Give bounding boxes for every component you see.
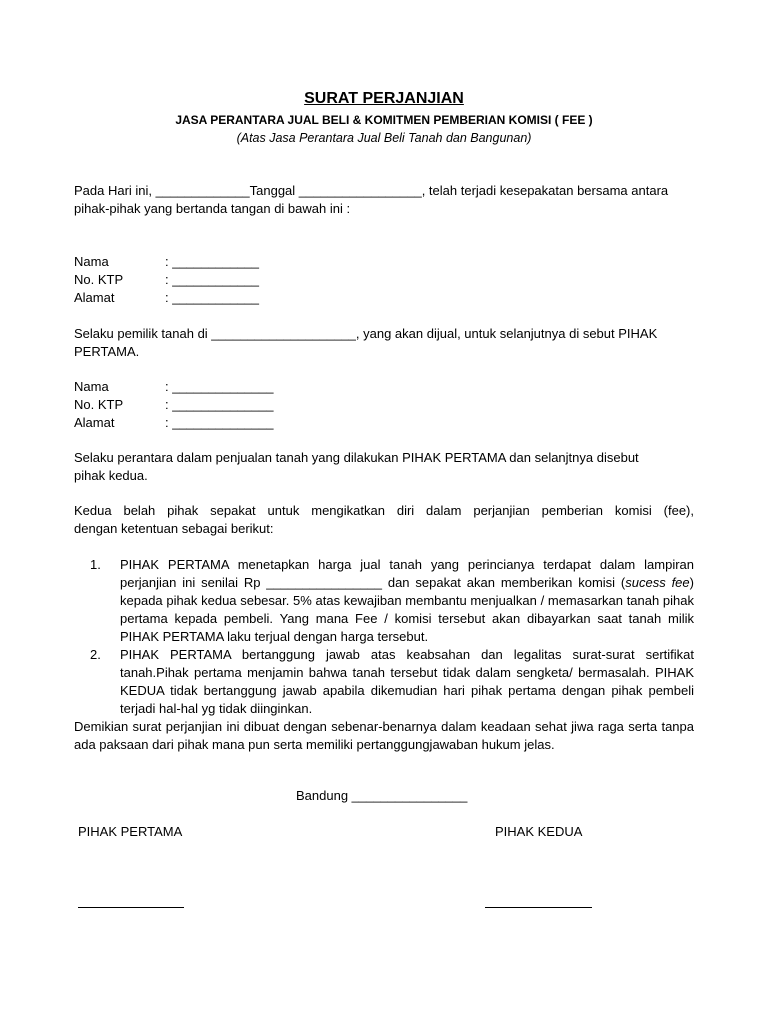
- field-label: Nama: [74, 254, 109, 269]
- party2-signature-line: [485, 907, 592, 908]
- list-item: [74, 646, 694, 718]
- field-value: : ______________: [165, 379, 274, 394]
- party1-address-row: [74, 289, 694, 307]
- agreement-line: Kedua belah pihak sepakat untuk mengikatkan diri dalam perjanjian pemberian komisi (fee),: [74, 503, 694, 518]
- broker-line: Selaku perantara dalam penjualan tanah yang dilakukan PIHAK PERTAMA dan selanjtnya disebut: [74, 450, 639, 465]
- intro-line: pihak-pihak yang bertanda tangan di bawah ini :: [74, 201, 351, 216]
- field-value: : ____________: [165, 254, 259, 269]
- terms-list: [74, 556, 694, 754]
- list-text: PIHAK PERTAMA bertanggung jawab atas keabsahan dan legalitas surat-surat sertifikat tanah.Pihak pertama menjamin bahwa tanah tersebut tidak dalam sengketa/ bermasalah. PIHAK KEDUA tidak bertanggung jawab apabila dikemudian hari pihak pertama dengan pihak pembeli terjadi hal-hal yg tidak diinginkan.: [120, 647, 694, 716]
- owner-paragraph: [74, 325, 694, 361]
- party1-ktp-row: [74, 271, 694, 289]
- document-subnote: (Atas Jasa Perantara Jual Beli Tanah dan Bangunan): [236, 131, 532, 145]
- field-label: Alamat: [74, 290, 115, 305]
- list-number: 1.: [90, 557, 101, 572]
- party2-address-row: [74, 414, 694, 432]
- field-value: : ____________: [165, 272, 259, 287]
- agreement-line: dengan ketentuan sebagai berikut:: [74, 521, 274, 536]
- party2-fields: [74, 378, 694, 432]
- party1-fields: [74, 253, 694, 307]
- party2-name-row: [74, 378, 694, 396]
- agreement-paragraph: [74, 502, 694, 538]
- broker-line: pihak kedua.: [74, 468, 148, 483]
- party2-ktp-row: [74, 396, 694, 414]
- field-label: Nama: [74, 379, 109, 394]
- party1-signature-line: [78, 907, 184, 908]
- party1-signature-label: PIHAK PERTAMA: [78, 824, 183, 839]
- list-item: [74, 556, 694, 646]
- field-label: No. KTP: [74, 272, 124, 287]
- intro-line: Pada Hari ini, _____________Tanggal _________________, telah terjadi kesepakatan bersama antara: [74, 183, 669, 198]
- party1-name-row: [74, 253, 694, 271]
- field-value: : ____________: [165, 290, 259, 305]
- field-value: : ______________: [165, 397, 274, 412]
- place-date: Bandung ________________: [296, 788, 468, 803]
- list-number: 2.: [90, 647, 101, 662]
- owner-line: Selaku pemilik tanah di ____________________, yang akan dijual, untuk selanjutnya di sebut PIHAK: [74, 326, 658, 341]
- document-title: SURAT PERJANJIAN: [304, 90, 464, 107]
- field-label: No. KTP: [74, 397, 124, 412]
- party2-signature-label: PIHAK KEDUA: [495, 824, 583, 839]
- document-subtitle: JASA PERANTARA JUAL BELI & KOMITMEN PEMBERIAN KOMISI ( FEE ): [175, 113, 593, 127]
- closing-paragraph: Demikian surat perjanjian ini dibuat dengan sebenar-benarnya dalam keadaan sehat jiwa raga serta tanpa ada paksaan dari pihak mana pun serta memiliki pertanggungjawaban hukum jelas.: [74, 719, 694, 752]
- broker-paragraph: [74, 449, 694, 485]
- list-text: PIHAK PERTAMA menetapkan harga jual tanah yang perincianya terdapat dalam lampiran perjanjian ini senilai Rp ________________ dan sepakat akan memberikan komisi (sucess fee) kepada pihak kedua sebesar. 5% atas kewajiban membantu menjualkan / memasarkan tanah pihak pertama kepada pembeli. Yang mana Fee / komisi tersebut akan dibayarkan saat tanah milik PIHAK PERTAMA laku terjual dengan harga tersebut.: [120, 557, 694, 644]
- field-value: : ______________: [165, 415, 274, 430]
- owner-line: PERTAMA.: [74, 344, 140, 359]
- intro-paragraph: [74, 182, 694, 218]
- field-label: Alamat: [74, 415, 115, 430]
